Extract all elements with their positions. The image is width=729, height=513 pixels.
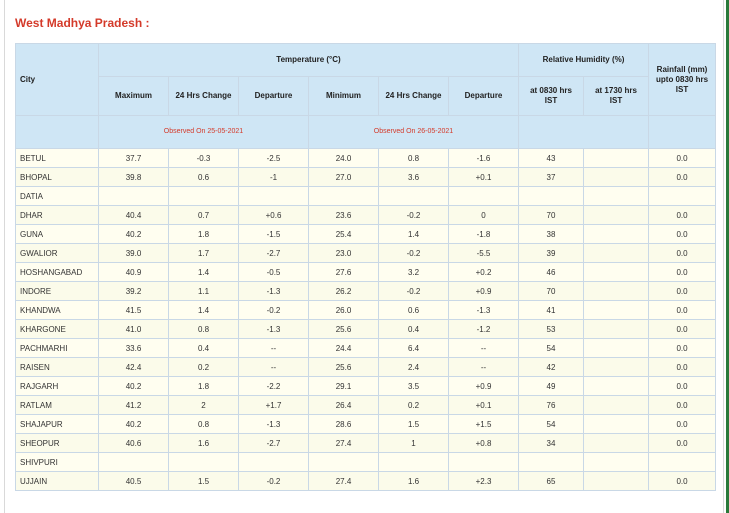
cell-rh-1730 — [584, 434, 649, 453]
table-row — [16, 472, 716, 491]
cell-rh-0830: 70 — [519, 206, 584, 225]
cell-rh-0830 — [519, 187, 584, 206]
cell-change-max: 0.2 — [169, 358, 239, 377]
cell-change-max: 0.7 — [169, 206, 239, 225]
cell-change-min: 2.4 — [379, 358, 449, 377]
cell-minimum: 26.4 — [309, 396, 379, 415]
cell-rainfall: 0.0 — [649, 206, 716, 225]
cell-departure-max: -1.5 — [239, 225, 309, 244]
cell-rainfall: 0.0 — [649, 168, 716, 187]
cell-change-min: -0.2 — [379, 206, 449, 225]
header-minimum: Minimum — [309, 77, 379, 116]
cell-departure-max: -0.5 — [239, 263, 309, 282]
cell-maximum — [99, 187, 169, 206]
cell-rainfall: 0.0 — [649, 282, 716, 301]
table-row — [16, 453, 716, 472]
cell-change-min: 1.5 — [379, 415, 449, 434]
cell-departure-min: -1.6 — [449, 149, 519, 168]
cell-rainfall: 0.0 — [649, 263, 716, 282]
cell-rh-1730 — [584, 472, 649, 491]
cell-change-max: 1.8 — [169, 377, 239, 396]
cell-change-min: 0.4 — [379, 320, 449, 339]
cell-change-max: 0.6 — [169, 168, 239, 187]
cell-maximum: 40.2 — [99, 225, 169, 244]
cell-city: SHEOPUR — [16, 434, 99, 453]
cell-change-max: 1.4 — [169, 263, 239, 282]
cell-rh-1730 — [584, 453, 649, 472]
cell-rh-1730 — [584, 168, 649, 187]
cell-change-max: 2 — [169, 396, 239, 415]
header-rh-1730: at 1730 hrs IST — [584, 77, 649, 116]
cell-maximum: 40.9 — [99, 263, 169, 282]
cell-departure-max: -- — [239, 339, 309, 358]
cell-minimum: 26.2 — [309, 282, 379, 301]
cell-rh-0830: 34 — [519, 434, 584, 453]
cell-maximum: 42.4 — [99, 358, 169, 377]
cell-rh-0830: 49 — [519, 377, 584, 396]
cell-rh-1730 — [584, 244, 649, 263]
cell-departure-min: +0.8 — [449, 434, 519, 453]
header-rainfall: Rainfall (mm) upto 0830 hrs IST — [649, 44, 716, 116]
cell-change-min: 3.6 — [379, 168, 449, 187]
table-row — [16, 225, 716, 244]
cell-maximum: 40.5 — [99, 472, 169, 491]
cell-minimum: 25.6 — [309, 358, 379, 377]
table-row — [16, 263, 716, 282]
header-departure-min: Departure — [449, 77, 519, 116]
header-departure-max: Departure — [239, 77, 309, 116]
cell-rainfall: 0.0 — [649, 434, 716, 453]
cell-rh-0830: 54 — [519, 339, 584, 358]
cell-change-max: 1.4 — [169, 301, 239, 320]
cell-departure-max: -1.3 — [239, 320, 309, 339]
cell-city: GWALIOR — [16, 244, 99, 263]
cell-rainfall: 0.0 — [649, 396, 716, 415]
cell-rh-1730 — [584, 396, 649, 415]
cell-change-max: 0.8 — [169, 415, 239, 434]
cell-departure-min: -5.5 — [449, 244, 519, 263]
table-row — [16, 168, 716, 187]
cell-rh-1730 — [584, 377, 649, 396]
cell-departure-min: +0.2 — [449, 263, 519, 282]
cell-city: DHAR — [16, 206, 99, 225]
cell-rainfall: 0.0 — [649, 339, 716, 358]
cell-maximum: 40.2 — [99, 415, 169, 434]
cell-departure-min: -- — [449, 358, 519, 377]
cell-maximum: 33.6 — [99, 339, 169, 358]
cell-change-max: 1.5 — [169, 472, 239, 491]
cell-rainfall: 0.0 — [649, 301, 716, 320]
cell-minimum: 24.4 — [309, 339, 379, 358]
cell-departure-min: -1.8 — [449, 225, 519, 244]
table-row — [16, 358, 716, 377]
cell-departure-max — [239, 453, 309, 472]
cell-minimum: 23.6 — [309, 206, 379, 225]
observed-max-date: Observed On 25-05-2021 — [99, 116, 309, 149]
cell-change-max — [169, 187, 239, 206]
cell-change-max: 0.8 — [169, 320, 239, 339]
table-row — [16, 415, 716, 434]
table-row — [16, 377, 716, 396]
cell-rh-0830: 37 — [519, 168, 584, 187]
cell-change-min — [379, 187, 449, 206]
cell-city: KHANDWA — [16, 301, 99, 320]
cell-maximum — [99, 453, 169, 472]
cell-rh-1730 — [584, 187, 649, 206]
cell-maximum: 41.0 — [99, 320, 169, 339]
cell-change-min: 1 — [379, 434, 449, 453]
cell-rainfall: 0.0 — [649, 377, 716, 396]
header-change-max: 24 Hrs Change — [169, 77, 239, 116]
table-row — [16, 301, 716, 320]
cell-change-min: 0.8 — [379, 149, 449, 168]
cell-maximum: 40.6 — [99, 434, 169, 453]
cell-departure-min: -1.2 — [449, 320, 519, 339]
cell-maximum: 41.5 — [99, 301, 169, 320]
table-row — [16, 149, 716, 168]
cell-change-min: 6.4 — [379, 339, 449, 358]
cell-maximum: 39.0 — [99, 244, 169, 263]
cell-city: DATIA — [16, 187, 99, 206]
cell-rainfall — [649, 187, 716, 206]
cell-minimum — [309, 453, 379, 472]
cell-change-min: 1.6 — [379, 472, 449, 491]
cell-departure-max: -1.3 — [239, 282, 309, 301]
cell-minimum: 29.1 — [309, 377, 379, 396]
cell-rainfall: 0.0 — [649, 472, 716, 491]
cell-rh-0830: 76 — [519, 396, 584, 415]
cell-minimum: 25.4 — [309, 225, 379, 244]
cell-rainfall: 0.0 — [649, 320, 716, 339]
cell-minimum: 26.0 — [309, 301, 379, 320]
cell-city: INDORE — [16, 282, 99, 301]
cell-city: RATLAM — [16, 396, 99, 415]
cell-rainfall: 0.0 — [649, 149, 716, 168]
cell-maximum: 39.8 — [99, 168, 169, 187]
cell-change-max: 1.1 — [169, 282, 239, 301]
cell-rh-0830: 43 — [519, 149, 584, 168]
cell-departure-max: -2.5 — [239, 149, 309, 168]
cell-minimum — [309, 187, 379, 206]
cell-minimum: 27.6 — [309, 263, 379, 282]
cell-change-min: -0.2 — [379, 282, 449, 301]
cell-city: RAJGARH — [16, 377, 99, 396]
table-row — [16, 320, 716, 339]
cell-rainfall — [649, 453, 716, 472]
cell-rainfall: 0.0 — [649, 244, 716, 263]
cell-city: KHARGONE — [16, 320, 99, 339]
cell-rh-0830: 46 — [519, 263, 584, 282]
cell-departure-max: -1.3 — [239, 415, 309, 434]
cell-city: SHAJAPUR — [16, 415, 99, 434]
cell-rh-0830: 39 — [519, 244, 584, 263]
header-maximum: Maximum — [99, 77, 169, 116]
table-row — [16, 339, 716, 358]
cell-change-min — [379, 453, 449, 472]
cell-change-min: 3.5 — [379, 377, 449, 396]
weather-table — [15, 43, 716, 491]
cell-change-max: -0.3 — [169, 149, 239, 168]
cell-departure-max: -2.7 — [239, 434, 309, 453]
header-city: City — [16, 44, 99, 116]
cell-rh-1730 — [584, 282, 649, 301]
cell-rainfall: 0.0 — [649, 415, 716, 434]
cell-minimum: 23.0 — [309, 244, 379, 263]
table-row — [16, 187, 716, 206]
header-change-min: 24 Hrs Change — [379, 77, 449, 116]
cell-city: RAISEN — [16, 358, 99, 377]
cell-city: UJJAIN — [16, 472, 99, 491]
cell-change-min: -0.2 — [379, 244, 449, 263]
cell-departure-min: 0 — [449, 206, 519, 225]
cell-departure-min: +0.9 — [449, 377, 519, 396]
table-body — [16, 149, 716, 491]
cell-maximum: 39.2 — [99, 282, 169, 301]
cell-city: GUNA — [16, 225, 99, 244]
cell-rh-0830: 54 — [519, 415, 584, 434]
cell-rh-0830: 42 — [519, 358, 584, 377]
cell-departure-min: +0.1 — [449, 396, 519, 415]
cell-city: PACHMARHI — [16, 339, 99, 358]
cell-departure-max: +1.7 — [239, 396, 309, 415]
cell-minimum: 25.6 — [309, 320, 379, 339]
cell-minimum: 27.4 — [309, 434, 379, 453]
cell-city: BETUL — [16, 149, 99, 168]
cell-departure-min: +1.5 — [449, 415, 519, 434]
cell-change-max: 1.8 — [169, 225, 239, 244]
cell-departure-min — [449, 453, 519, 472]
cell-change-min: 3.2 — [379, 263, 449, 282]
cell-rh-1730 — [584, 339, 649, 358]
cell-departure-max — [239, 187, 309, 206]
cell-rh-0830: 70 — [519, 282, 584, 301]
cell-departure-min: -1.3 — [449, 301, 519, 320]
cell-departure-min: +2.3 — [449, 472, 519, 491]
cell-maximum: 40.2 — [99, 377, 169, 396]
cell-departure-min: -- — [449, 339, 519, 358]
cell-departure-max: -2.7 — [239, 244, 309, 263]
section-title: West Madhya Pradesh : — [15, 16, 150, 30]
cell-change-max: 1.7 — [169, 244, 239, 263]
cell-rh-1730 — [584, 320, 649, 339]
cell-rh-0830: 38 — [519, 225, 584, 244]
header-rh-0830: at 0830 hrs IST — [519, 77, 584, 116]
table-row — [16, 434, 716, 453]
cell-rh-1730 — [584, 415, 649, 434]
cell-rainfall: 0.0 — [649, 358, 716, 377]
cell-change-max — [169, 453, 239, 472]
cell-change-min: 0.2 — [379, 396, 449, 415]
cell-rh-0830: 53 — [519, 320, 584, 339]
cell-minimum: 27.0 — [309, 168, 379, 187]
cell-departure-max: -0.2 — [239, 301, 309, 320]
table-row — [16, 396, 716, 415]
cell-maximum: 41.2 — [99, 396, 169, 415]
cell-rh-1730 — [584, 206, 649, 225]
cell-departure-max: -0.2 — [239, 472, 309, 491]
cell-departure-max: -- — [239, 358, 309, 377]
cell-city: HOSHANGABAD — [16, 263, 99, 282]
cell-rh-0830: 65 — [519, 472, 584, 491]
cell-departure-max: +0.6 — [239, 206, 309, 225]
cell-rh-0830 — [519, 453, 584, 472]
cell-minimum: 27.4 — [309, 472, 379, 491]
header-spacer-city — [16, 116, 99, 149]
cell-minimum: 24.0 — [309, 149, 379, 168]
header-spacer-humidity — [519, 116, 649, 149]
cell-rh-1730 — [584, 149, 649, 168]
cell-change-min: 1.4 — [379, 225, 449, 244]
cell-rh-0830: 41 — [519, 301, 584, 320]
cell-maximum: 37.7 — [99, 149, 169, 168]
observed-min-date: Observed On 26-05-2021 — [309, 116, 519, 149]
table-row — [16, 282, 716, 301]
cell-minimum: 28.6 — [309, 415, 379, 434]
cell-rh-1730 — [584, 358, 649, 377]
header-humidity: Relative Humidity (%) — [519, 44, 649, 77]
cell-maximum: 40.4 — [99, 206, 169, 225]
header-spacer-rainfall — [649, 116, 716, 149]
table-row — [16, 244, 716, 263]
cell-rainfall: 0.0 — [649, 225, 716, 244]
cell-change-min: 0.6 — [379, 301, 449, 320]
cell-change-max: 1.6 — [169, 434, 239, 453]
cell-city: BHOPAL — [16, 168, 99, 187]
cell-departure-min: +0.1 — [449, 168, 519, 187]
cell-departure-min: +0.9 — [449, 282, 519, 301]
header-temperature: Temperature (°C) — [99, 44, 519, 77]
cell-departure-max: -1 — [239, 168, 309, 187]
cell-rh-1730 — [584, 301, 649, 320]
cell-departure-max: -2.2 — [239, 377, 309, 396]
cell-rh-1730 — [584, 225, 649, 244]
cell-departure-min — [449, 187, 519, 206]
cell-change-max: 0.4 — [169, 339, 239, 358]
table-row — [16, 206, 716, 225]
cell-rh-1730 — [584, 263, 649, 282]
cell-city: SHIVPURI — [16, 453, 99, 472]
